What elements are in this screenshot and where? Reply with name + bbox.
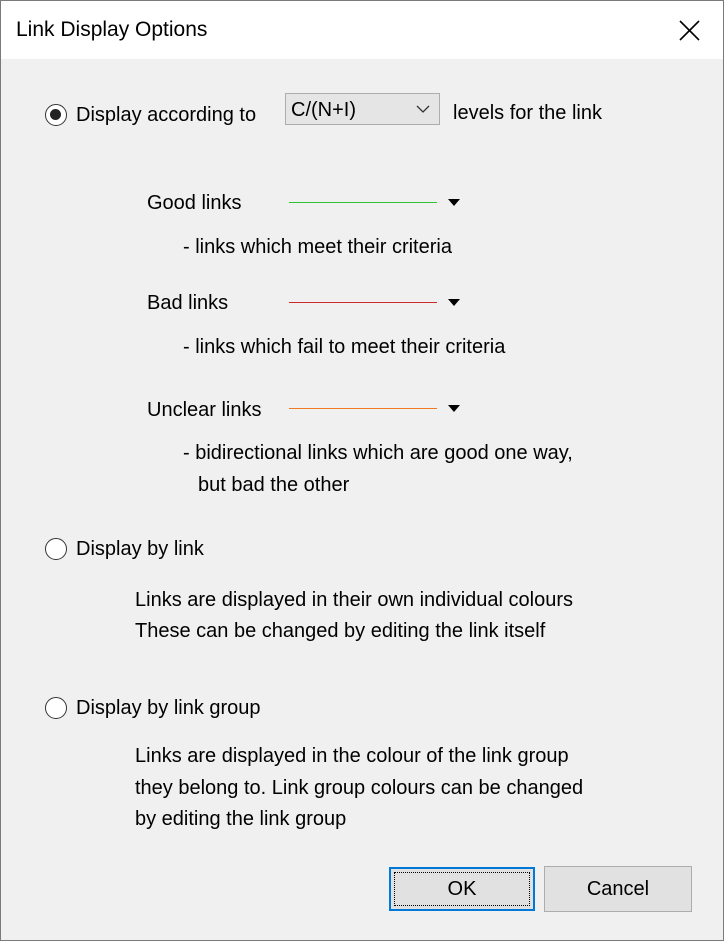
radio-display-according-to-label[interactable]: Display according to (76, 104, 257, 126)
dialog-title: Link Display Options (16, 18, 208, 41)
radio-display-by-link-group-label[interactable]: Display by link group (76, 697, 261, 719)
good-links-label: Good links (147, 192, 242, 214)
radio-display-by-link-group[interactable] (45, 697, 67, 719)
chevron-down-icon (416, 105, 430, 114)
unclear-links-color-dropdown[interactable] (448, 405, 460, 412)
levels-suffix-label: levels for the link (453, 102, 602, 124)
bad-links-description: - links which fail to meet their criteria (183, 336, 506, 358)
unclear-links-description-line2: but bad the other (198, 474, 350, 496)
display-by-link-description-line2: These can be changed by editing the link itself (135, 620, 546, 642)
bad-links-label: Bad links (147, 292, 229, 314)
cancel-button-label: Cancel (586, 878, 650, 900)
unclear-links-description-line1: - bidirectional links which are good one way, (183, 442, 573, 464)
unclear-links-label: Unclear links (147, 399, 262, 421)
radio-display-by-link-label[interactable]: Display by link (76, 538, 204, 560)
close-button[interactable] (667, 11, 711, 51)
levels-select-value: C/(N+I) (291, 99, 356, 121)
radio-display-by-link[interactable] (45, 538, 67, 560)
radio-selected-dot (50, 109, 61, 120)
levels-select[interactable] (285, 93, 440, 125)
good-links-color-swatch[interactable] (289, 202, 437, 203)
radio-display-according-to[interactable] (45, 104, 67, 126)
unclear-links-color-swatch[interactable] (289, 408, 437, 409)
good-links-description: - links which meet their criteria (183, 236, 452, 258)
display-by-link-description-line1: Links are displayed in their own individual colours (135, 589, 574, 611)
display-by-link-group-description-line1: Links are displayed in the colour of the link group (135, 745, 569, 767)
display-by-link-group-description-line3: by editing the link group (135, 808, 347, 830)
display-by-link-group-description-line2: they belong to. Link group colours can be changed (135, 777, 584, 799)
bad-links-color-swatch[interactable] (289, 302, 437, 303)
cancel-button[interactable] (544, 866, 692, 912)
bad-links-color-dropdown[interactable] (448, 299, 460, 306)
ok-button-label: OK (447, 878, 477, 900)
ok-button[interactable] (389, 867, 535, 911)
close-icon (667, 11, 711, 51)
good-links-color-dropdown[interactable] (448, 199, 460, 206)
title-bar (1, 1, 723, 59)
